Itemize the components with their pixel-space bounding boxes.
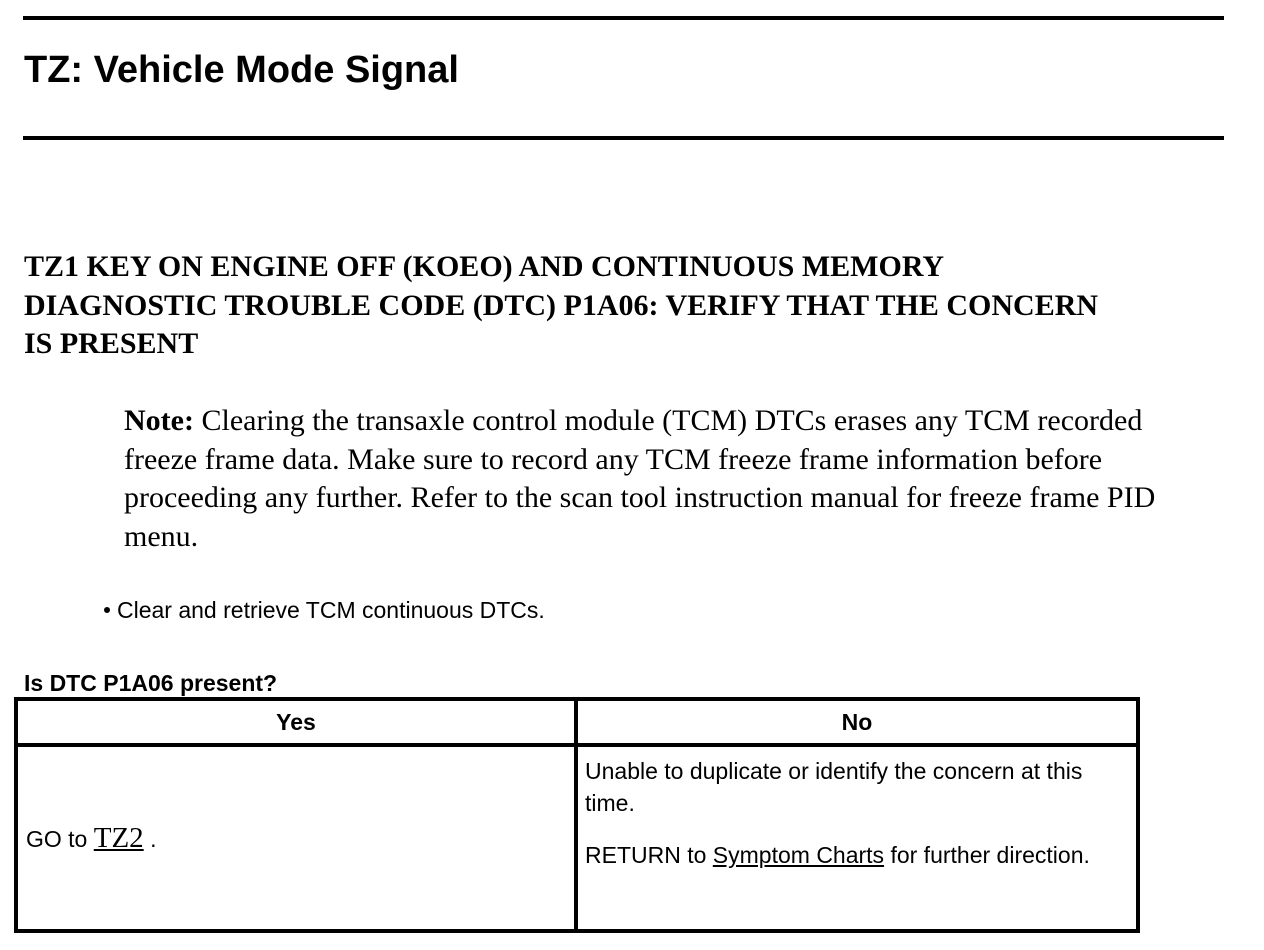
yes-cell bbox=[16, 745, 576, 931]
yes-suffix: . bbox=[143, 825, 157, 852]
symptom-charts-link[interactable]: Symptom Charts bbox=[712, 842, 885, 868]
table-row bbox=[16, 745, 1138, 931]
list-item-text: Clear and retrieve TCM continuous DTCs. bbox=[117, 597, 545, 623]
yes-prefix: GO to bbox=[26, 825, 94, 852]
note-text: Clearing the transaxle control module (TCM) DTCs erases any TCM recorded freeze frame data. Make sure to record any TCM freeze frame information before proceeding any further. Refer to the scan tool instruction manual for freeze frame PID menu. bbox=[124, 404, 1156, 553]
question-label: Is DTC P1A06 present? bbox=[24, 670, 278, 696]
tz2-link[interactable]: TZ2 bbox=[93, 821, 144, 854]
title-divider bbox=[23, 136, 1224, 140]
list-item bbox=[104, 596, 545, 624]
no-instruction bbox=[585, 839, 1128, 871]
bullet-icon bbox=[104, 607, 110, 613]
note-paragraph bbox=[124, 402, 1164, 556]
instruction-list bbox=[104, 596, 545, 624]
step-heading: TZ1 KEY ON ENGINE OFF (KOEO) AND CONTINUOUS MEMORY DIAGNOSTIC TROUBLE CODE (DTC) P1A06: VERIFY THAT THE CONCERN IS PRESENT bbox=[24, 250, 1099, 360]
no-prefix: RETURN to bbox=[585, 842, 713, 868]
no-suffix: for further direction. bbox=[884, 842, 1090, 868]
no-cell bbox=[576, 745, 1138, 931]
header-no: No bbox=[576, 699, 1138, 745]
no-message: Unable to duplicate or identify the concern at this time. bbox=[585, 758, 1083, 816]
top-divider bbox=[23, 16, 1224, 20]
page-title: TZ: Vehicle Mode Signal bbox=[24, 49, 459, 91]
header-yes: Yes bbox=[16, 699, 576, 745]
table-header-row bbox=[16, 699, 1138, 745]
answer-table bbox=[14, 697, 1140, 933]
note-label: Note: bbox=[124, 404, 194, 437]
